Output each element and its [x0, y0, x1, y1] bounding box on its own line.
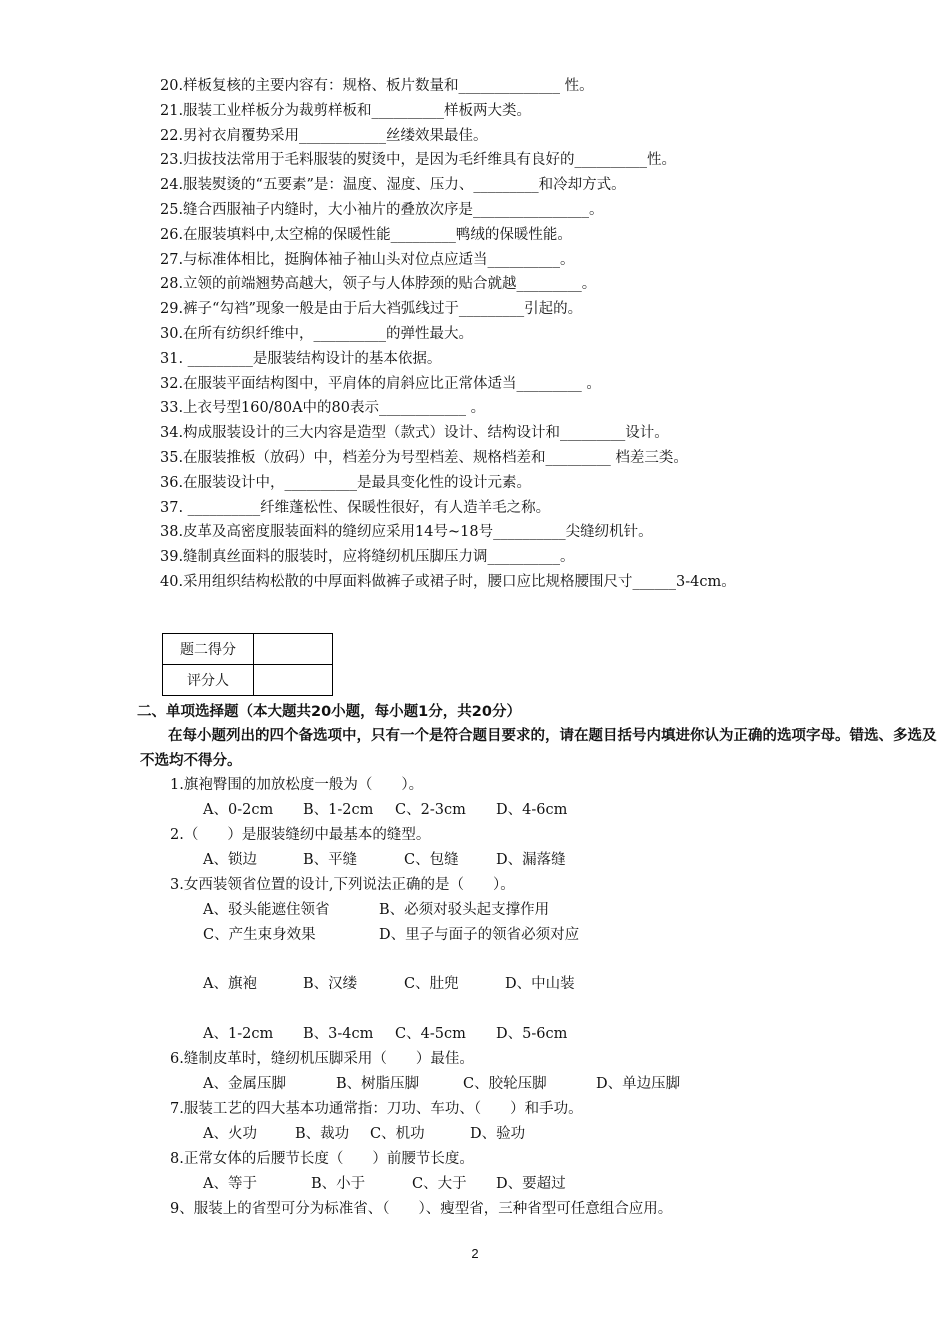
mc-question-6: 6.缝制皮革时，缝纫机压脚采用（ ）最佳。 — [170, 1051, 474, 1067]
option-a: A、驳头能遮住领省 — [203, 902, 330, 918]
option-b: B、必须对驳头起支撑作用 — [379, 902, 550, 918]
option-a: A、旗袍 — [203, 976, 257, 992]
option-b: B、树脂压脚 — [336, 1076, 420, 1092]
question-26: 26.在服装填料中,太空棉的保暖性能_________鸭绒的保暖性能。 — [160, 226, 572, 243]
mc-options-2 — [203, 850, 566, 870]
option-d: D、4-6cm — [496, 802, 568, 818]
option-b: B、汉缕 — [303, 976, 358, 992]
mc-options-7 — [203, 1124, 525, 1144]
question-27: 27.与标准体相比，挺胸体袖子袖山头对位点应适当__________。 — [160, 251, 575, 268]
option-a: A、等于 — [203, 1176, 257, 1192]
option-c: C、2-3cm — [395, 802, 466, 818]
score-table — [162, 633, 333, 696]
question-31: 31. _________是服装结构设计的基本依据。 — [160, 350, 442, 367]
option-a: A、0-2cm — [203, 802, 274, 818]
mc-question-8: 8.正常女体的后腰节长度（ ）前腰节长度。 — [170, 1151, 474, 1167]
mc-options-6 — [203, 1074, 680, 1094]
mc-question-3: 3.女西装领省位置的设计,下列说法正确的是（ ）。 — [170, 877, 515, 893]
option-c: C、肚兜 — [404, 976, 459, 992]
question-39: 39.缝制真丝面料的服装时，应将缝纫机压脚压力调__________。 — [160, 549, 575, 566]
mc-question-7: 7.服装工艺的四大基本功通常指：刀功、车功、（ ）和手功。 — [170, 1101, 583, 1117]
question-24: 24.服装熨烫的“五要素”是：温度、湿度、压力、_________和冷却方式。 — [160, 177, 626, 194]
question-32: 32.在服装平面结构图中，平肩体的肩斜应比正常体适当_________ 。 — [160, 375, 601, 392]
question-29: 29.裤子“勾裆”现象一般是由于后大裆弧线过于_________引起的。 — [160, 301, 583, 318]
option-d: D、单边压脚 — [596, 1076, 681, 1092]
section-title: 二、单项选择题（本大题共20小题，每小题1分，共20分） — [137, 704, 521, 720]
option-d: D、5-6cm — [496, 1026, 568, 1042]
option-b: B、平缝 — [303, 852, 358, 868]
option-c: C、大于 — [412, 1176, 467, 1192]
option-a: A、锁边 — [203, 852, 257, 868]
question-30: 30.在所有纺织纤维中，__________的弹性最大。 — [160, 325, 474, 342]
question-25: 25.缝合西服袖子内缝时，大小袖片的叠放次序是________________。 — [160, 201, 604, 218]
option-d: D、中山装 — [505, 976, 575, 992]
mc-question-2: 2.（ ）是服装缝纫中最基本的缝型。 — [170, 827, 431, 843]
option-a: A、金属压脚 — [203, 1076, 286, 1092]
question-28: 28.立领的前端翘势高越大，领子与人体脖颈的贴合就越_________。 — [160, 276, 597, 293]
question-40: 40.采用组织结构松散的中厚面料做裤子或裙子时，腰口应比规格腰围尺寸______3-4cm。 — [160, 573, 736, 590]
mc-options-3b — [203, 925, 579, 945]
option-a: A、火功 — [203, 1126, 257, 1142]
option-b: B、3-4cm — [303, 1026, 374, 1042]
option-d: D、要超过 — [496, 1176, 566, 1192]
question-22: 22.男衬衣肩覆势采用____________丝缕效果最佳。 — [160, 127, 488, 144]
grader-cell[interactable] — [254, 665, 333, 696]
page-number: 2 — [471, 1246, 479, 1261]
option-b: B、小于 — [311, 1176, 366, 1192]
question-23: 23.归拔技法常用于毛料服装的熨烫中，是因为毛纤维具有良好的__________性。 — [160, 152, 677, 169]
option-c: C、机功 — [370, 1126, 425, 1142]
option-d: D、漏落缝 — [496, 852, 566, 868]
mc-options-8 — [203, 1174, 566, 1194]
score-cell[interactable] — [254, 634, 333, 665]
mc-question-1: 1.旗袍臀围的加放松度一般为（ ）。 — [170, 777, 424, 793]
grader-label: 评分人 — [163, 665, 254, 696]
question-34: 34.构成服装设计的三大内容是造型（款式）设计、结构设计和_________设计。 — [160, 425, 669, 442]
option-c: C、胶轮压脚 — [463, 1076, 547, 1092]
option-d: D、验功 — [470, 1126, 526, 1142]
option-b: B、裁功 — [295, 1126, 350, 1142]
question-21: 21.服装工业样板分为裁剪样板和__________样板两大类。 — [160, 102, 532, 119]
option-b: B、1-2cm — [303, 802, 374, 818]
question-37: 37. __________纤维蓬松性、保暖性很好，有人造羊毛之称。 — [160, 499, 551, 516]
option-d: D、里子与面子的领省必须对应 — [379, 927, 580, 943]
option-c: C、4-5cm — [395, 1026, 466, 1042]
question-36: 36.在服装设计中，__________是最具变化性的设计元素。 — [160, 474, 532, 491]
question-38: 38.皮革及高密度服装面料的缝纫应采用14号~18号__________尖缝纫机针。 — [160, 524, 653, 541]
mc-options-1 — [203, 800, 567, 820]
section-instructions: 在每小题列出的四个备选项中，只有一个是符合题目要求的，请在题目括号内填进你认为正确的选项字母。错选、多选及不选均不得分。 — [140, 728, 937, 769]
mc-question-9: 9、服装上的省型可分为标准省、（ ）、瘦型省，三种省型可任意组合应用。 — [170, 1201, 673, 1217]
mc-options-4 — [203, 974, 575, 994]
option-c: C、包缝 — [404, 852, 459, 868]
mc-options-5 — [203, 1024, 567, 1044]
question-33: 33.上衣号型160/80A中的80表示____________ 。 — [160, 400, 486, 417]
question-20: 20.样板复核的主要内容有：规格、板片数量和______________ 性。 — [160, 78, 594, 94]
mc-options-3a — [203, 900, 549, 920]
fill-in-blank-questions — [160, 74, 880, 595]
question-35: 35.在服装推板（放码）中，档差分为号型档差、规格档差和_________ 档差三类。 — [160, 449, 688, 466]
option-a: A、1-2cm — [203, 1026, 274, 1042]
score-label: 题二得分 — [163, 634, 254, 665]
option-c: C、产生束身效果 — [203, 927, 316, 943]
